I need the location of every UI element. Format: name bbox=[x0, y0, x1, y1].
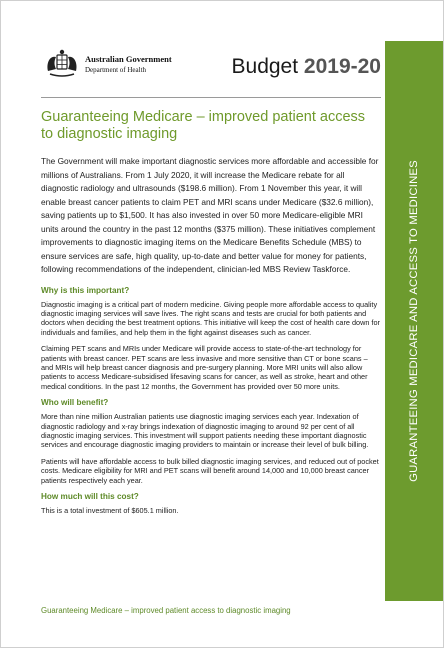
who-paragraph-2: Patients will have affordable access to bulk billed diagnostic imaging services, and reduced out of pocket costs. Medicare eligibility for MRI and PET scans will benefit around 14,000 and 10,000 breast cancer patients respectively each year. bbox=[41, 456, 379, 485]
who-paragraph-1: More than nine million Australian patients use diagnostic imaging services each year. Indexation of diagnostic radiology and x-ray brings indexation of diagnostic imaging to around 92 per cent of all diagnostic imaging services. This investment will support patients needing these important diagnostic services and encourage diagnostic imaging providers to maintain or increase their level of bulk billing. bbox=[41, 412, 369, 450]
government-name: Australian Government bbox=[85, 54, 172, 64]
coat-of-arms-icon bbox=[44, 49, 80, 81]
budget-word: Budget bbox=[231, 55, 299, 78]
why-paragraph-1: Diagnostic imaging is a critical part of modern medicine. Giving people more affordable access to quality diagnostic imaging services will save lives. The right scans and tests are crucial for both patients and doctors when deciding the best treatment options. This initiative will keep the cost of health care down for individuals and families, and help them in the fight against diseases such as cancer. bbox=[41, 299, 380, 337]
why-paragraph-2: Claiming PET scans and MRIs under Medicare will provide access to state-of-the-art technology for patients with breast cancer. PET scans are less invasive and more sensitive than CT or bone scans – and MRIs will help breast cancer diagnosis and pre-surgery planning. More MRI units will also allow patients to access Medicare-subsidised lifesaving scans for cancer, as well as stroke, heart and other medical conditions. In the past 12 months, the Government has provided over 50 more units. bbox=[41, 344, 368, 391]
section-heading-why: Why is this important? bbox=[41, 285, 130, 295]
page-footer: Guaranteeing Medicare – improved patient access to diagnostic imaging bbox=[41, 606, 291, 615]
budget-year: 2019-20 bbox=[303, 55, 381, 78]
article-body bbox=[41, 109, 381, 522]
sidebar-label: GUARANTEEING MEDICARE AND ACCESS TO MEDICINES bbox=[408, 160, 420, 482]
article-title: Guaranteeing Medicare – improved patient access to diagnostic imaging bbox=[41, 109, 366, 142]
budget-title bbox=[232, 55, 381, 79]
section-heading-who: Who will benefit? bbox=[41, 398, 109, 408]
cost-paragraph: This is a total investment of $605.1 million. bbox=[41, 506, 179, 515]
section-sidebar bbox=[385, 41, 443, 601]
department-name: Department of Health bbox=[85, 66, 147, 74]
header bbox=[41, 41, 383, 91]
intro-paragraph: The Government will make important diagnostic services more affordable and accessible for millions of Australians. From 1 July 2020, it will increase the Medicare rebate for all diagnostic radiology and ultrasounds ($198.6 million). From 1 November this year, it will enable breast cancer patients to claim PET and MRI scans under Medicare ($32.6 million), saving patients up to $1,500. It has also invested in over 50 more Medicare-eligible MRI units around the country in the past 12 months ($375 million). These initiatives complement improvements to diagnostic imaging items on the Medicare Benefits Schedule (MBS) to ensure services are safe, high quality, up-to-date and better value for money for patients, following recommendations of the independent, clinician-led MBS Review Taskforce. bbox=[41, 156, 379, 274]
government-wordmark bbox=[85, 53, 172, 76]
header-divider bbox=[41, 97, 381, 98]
section-heading-cost: How much will this cost? bbox=[41, 492, 139, 501]
